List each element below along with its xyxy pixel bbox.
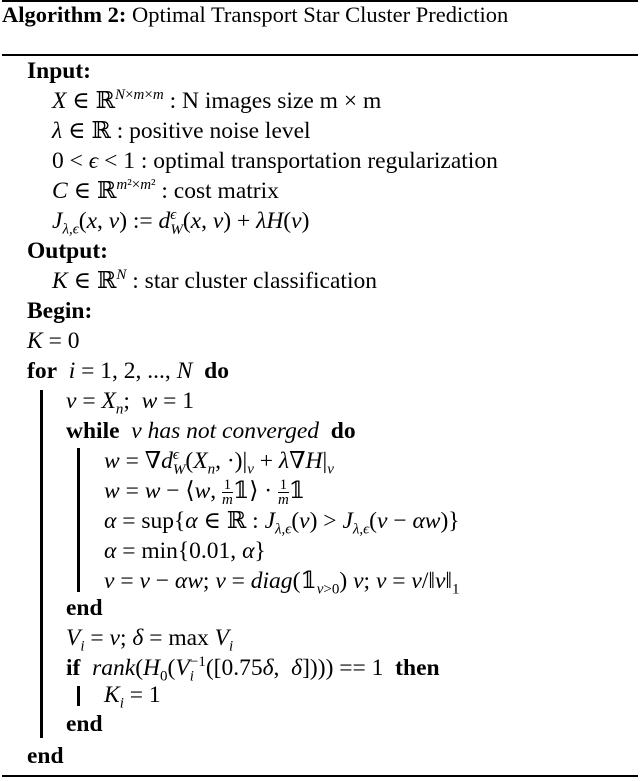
input-header: Input: (27, 58, 92, 84)
project-step: w = w − ⟨w, $\frac{1}{m}$ 𝟙⟩ · $\frac{1}{m}$ 𝟙 (104, 477, 306, 509)
output-k: K ∈ ℝ$^N$ : star cluster classification (52, 267, 377, 294)
init-k: K = 0 (27, 328, 80, 354)
caption-rule (2, 54, 638, 56)
while-block-bar (77, 448, 80, 592)
algorithm-label: Algorithm 2: (2, 2, 127, 27)
input-cost: C ∈ ℝ$^{m^2\times m^2}$ : cost matrix (52, 177, 279, 204)
init-v-w: $v = X_n$; w = 1 (66, 388, 195, 418)
input-epsilon: 0 < ϵ < 1 : optimal transportation regularization (52, 148, 498, 174)
if-block-bar (77, 686, 80, 706)
input-lambda: λ ∈ ℝ : positive noise level (52, 118, 311, 144)
if-line: if $rank(H_0(V_i^{-1}([0.75\delta$, δ]))) == 1 then (66, 654, 440, 685)
while-line (66, 416, 356, 446)
output-header: Output: (27, 238, 108, 264)
begin-header: Begin: (27, 298, 93, 324)
while-keyword: while (66, 418, 120, 444)
output-k-desc: : star cluster classification (132, 268, 377, 294)
for-do-keyword: do (204, 358, 229, 384)
for-line: for i = 1, 2, ..., N do (27, 358, 229, 384)
algorithm-title: Optimal Transport Star Cluster Prediction (131, 2, 509, 27)
input-cost-desc: : cost matrix (161, 178, 279, 204)
for-end: end (27, 743, 64, 769)
if-end: end (66, 711, 103, 737)
while-end: end (66, 595, 103, 621)
while-condition: v has not converged (131, 418, 320, 444)
for-keyword: for (27, 358, 58, 384)
algorithm-caption (2, 1, 602, 29)
alpha-min: α = min{0.01, α} (104, 538, 266, 564)
input-x: X ∈ ℝ$^{N\times m\times m}$ : N images size m × m (52, 87, 382, 114)
for-block-bar (40, 390, 43, 738)
bottom-rule (2, 775, 638, 777)
grad-step: $w = \nabla d^\epsilon_W(X_n$, $\cdot)|_v + \lambda\nabla H|_v$ (104, 447, 334, 478)
then-keyword: then (395, 655, 440, 681)
alpha-sup: α = sup{α ∈ ℝ : $J_{\lambda,\epsilon}(v) > J_{\lambda,\epsilon}(v - \alpha w)$} (104, 508, 460, 538)
update-v: v = v − αw; $v = diag(𝟙_{v>0})$ v; $v = v/‖v‖_1$ (104, 568, 460, 598)
if-keyword: if (66, 655, 81, 681)
input-x-desc: : N images size m × m (169, 88, 382, 114)
while-do-keyword: do (330, 418, 356, 444)
set-ki: $K_i = 1$ (104, 682, 161, 712)
set-vi-delta: $V_i = v$; $\delta = \max V_i$ (66, 625, 234, 655)
input-epsilon-desc: : optimal transportation regularization (140, 148, 498, 174)
input-objective: $J_{\lambda,\epsilon}(x$, v) := $d^\epsilon_W(x$, v) + λH(v) (52, 207, 310, 238)
input-lambda-desc: : positive noise level (116, 118, 311, 144)
